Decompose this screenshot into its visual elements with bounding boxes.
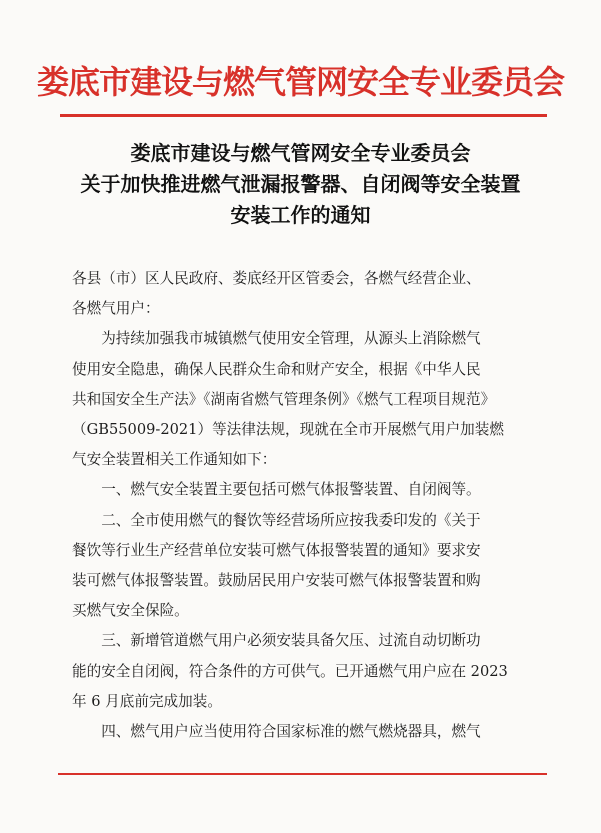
item-1-paragraph: [72, 475, 542, 505]
item-3-line-2: 能的安全自闭阀，符合条件的方可供气。已开通燃气用户应在 2023: [72, 662, 508, 680]
item-4-paragraph: [72, 717, 542, 747]
document-title: [0, 138, 601, 231]
intro-line-3: 共和国安全生产法》《湖南省燃气管理条例》《燃气工程项目规范》: [72, 390, 496, 408]
intro-line-4: （GB55009-2021）等法律法规，现就在全市开展燃气用户加装燃: [72, 421, 504, 439]
title-line-3: 安装工作的通知: [230, 203, 371, 227]
item-2-line-4: 买燃气安全保险。: [72, 602, 189, 620]
red-masthead: 娄底市建设与燃气管网安全专业委员会: [36, 63, 564, 101]
item-2-line-3: 装可燃气体报警装置。鼓励居民用户安装可燃气体报警装置和购: [72, 572, 481, 590]
item-3-line-1: 三、新增管道燃气用户必须安装具备欠压、过流自动切断功: [101, 632, 481, 650]
title-line-2: 关于加快推进燃气泄漏报警器、自闭阀等安全装置: [80, 172, 521, 196]
intro-paragraph: [72, 324, 542, 475]
item-4-line-1: 四、燃气用户应当使用符合国家标准的燃气燃烧器具，燃气: [101, 723, 481, 741]
addressee-paragraph: [72, 264, 542, 324]
intro-line-5: 气安全装置相关工作通知如下：: [72, 451, 277, 469]
masthead-red-rule: [60, 114, 547, 117]
title-line-1: 娄底市建设与燃气管网安全专业委员会: [130, 141, 471, 165]
item-2-line-1: 二、全市使用燃气的餐饮等经营场所应按我委印发的《关于: [101, 511, 481, 529]
item-2-paragraph: [72, 506, 542, 627]
footer-red-rule: [58, 773, 547, 775]
item-3-paragraph: [72, 626, 542, 717]
item-1-line-1: 一、燃气安全装置主要包括可燃气体报警装置、自闭阀等。: [101, 481, 481, 499]
addressee-line-1: 各县（市）区人民政府、娄底经开区管委会，各燃气经营企业、: [72, 270, 481, 287]
document-body: [72, 264, 542, 747]
item-3-line-3: 年 6 月底前完成加装。: [72, 692, 222, 710]
item-2-line-2: 餐饮等行业生产经营单位安装可燃气体报警装置的通知》要求安: [72, 541, 481, 559]
intro-line-2: 使用安全隐患，确保人民群众生命和财产安全，根据《中华人民: [72, 360, 481, 378]
addressee-line-2: 各燃气用户：: [72, 300, 160, 318]
intro-line-1: 为持续加强我市城镇燃气使用安全管理，从源头上消除燃气: [101, 330, 481, 348]
